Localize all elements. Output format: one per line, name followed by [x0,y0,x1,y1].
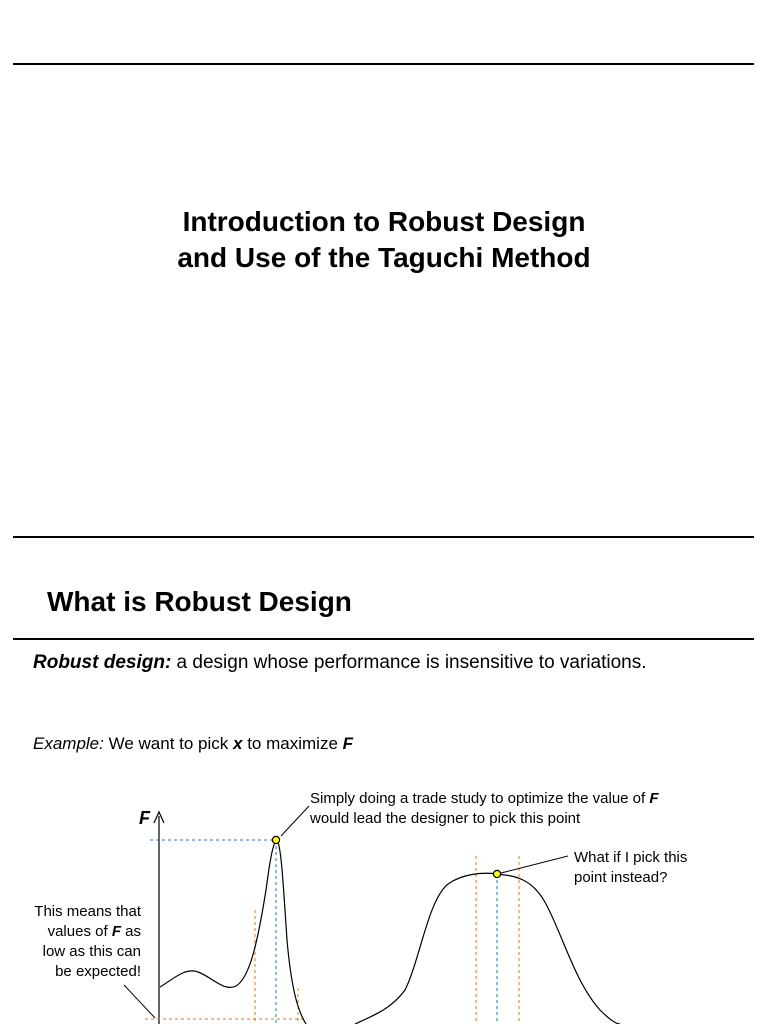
title-line-1: Introduction to Robust Design [182,206,586,237]
low-callout-line-3: low as this can [42,943,141,960]
title-line-2: and Use of the Taguchi Method [177,242,591,273]
plateau-callout-leader [501,856,568,873]
example-text-2: to maximize [242,734,343,753]
peak-callout-line-1 [310,789,659,809]
low-value-callout [8,902,141,982]
low-callout-text-2c: as [120,923,141,940]
plateau-point [493,870,500,877]
plateau-callout-line-2: point instead? [574,869,668,886]
low-callout-leader [124,985,155,1018]
peak-callout-text-1: Simply doing a trade study to optimize the value of [310,790,650,807]
definition-text: a design whose performance is insensitive to variations. [171,652,647,673]
low-callout-line-4: be expected! [55,963,141,980]
slide2-heading: What is Robust Design [47,586,352,617]
low-callout-line-1: This means that [34,903,141,920]
low-callout-var: F [111,923,121,940]
peak-point [272,836,279,843]
example-var-f: F [342,734,354,753]
example-label: Example: [33,734,104,753]
example-var-x: x [233,734,243,753]
peak-callout-leader [281,806,309,836]
peak-callout [310,789,659,829]
peak-callout-var: F [649,790,659,807]
peak-callout-line-2: would lead the designer to pick this point [310,810,581,827]
plateau-callout [574,848,687,888]
peak-curve [160,840,306,1024]
low-callout-line-2 [8,922,141,942]
low-callout-text-2a: values of [47,923,112,940]
plateau-curve [355,873,620,1024]
plateau-callout-line-1: What if I pick this [574,849,688,866]
example-text-1: We want to pick [103,734,234,753]
definition-term: Robust design: [33,652,172,673]
y-axis-label: F [139,808,150,828]
